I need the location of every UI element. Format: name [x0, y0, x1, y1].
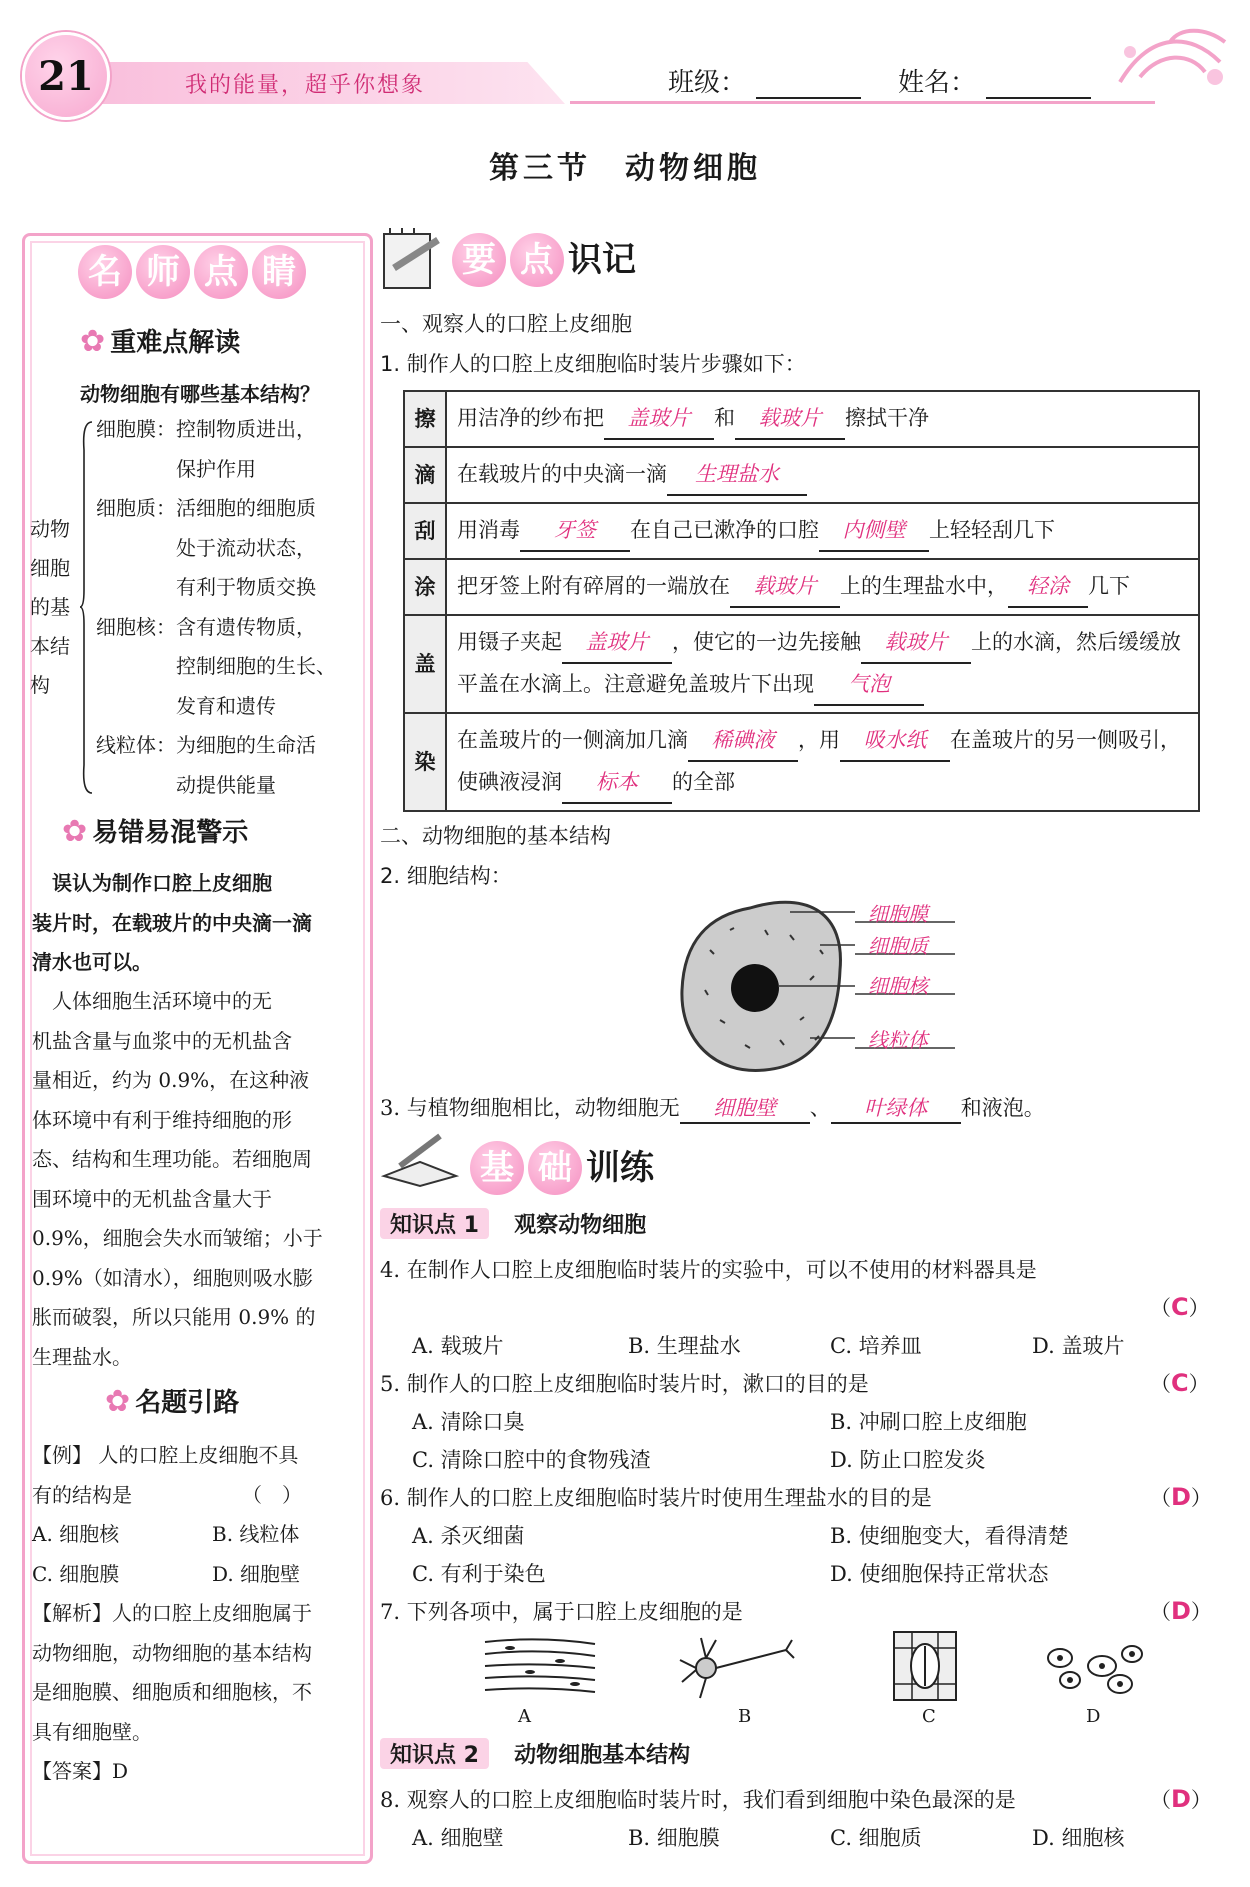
sidebar-sec3-title: 名题引路	[135, 1388, 240, 1418]
step-part: 用消毒	[457, 518, 520, 542]
q7-answer	[1150, 1596, 1212, 1626]
warning-line: 人体细胞生活环境中的无	[32, 989, 272, 1013]
step-part: 上的水滴，然后缓缓放平盖在水滴上。注意避免盖玻片下出现	[457, 630, 1181, 696]
step-part: 上的生理盐水中，	[840, 574, 1008, 598]
example-option: C. 细胞膜	[32, 1561, 120, 1586]
warning-line: 机盐含量与血浆中的无机盐含	[32, 1028, 292, 1053]
sidebar-banner	[78, 245, 310, 299]
example-option: B. 线粒体	[212, 1522, 300, 1546]
structure-line: 发育和遗传	[96, 693, 276, 718]
option[interactable]: D. 防止口腔发炎	[830, 1448, 986, 1472]
example-option: A. 细胞核	[32, 1522, 120, 1546]
answer-blank[interactable]: 载玻片	[730, 566, 840, 608]
class-label: 班级：	[668, 68, 747, 98]
example-line: 有的结构是 （ ）	[32, 1482, 302, 1507]
step-key: 擦	[404, 391, 446, 447]
heading-bubble: 础	[528, 1141, 582, 1195]
step-part: 用镊子夹起	[457, 630, 562, 654]
name-field	[898, 62, 1091, 99]
q4-answer	[1150, 1292, 1210, 1322]
butterfly-icon: ✿	[62, 814, 88, 849]
curly-brace	[80, 420, 94, 795]
q5-stem: 5. 制作人的口腔上皮细胞临时装片时，漱口的目的是	[380, 1372, 869, 1396]
sidebar-question: 动物细胞有哪些基本结构？	[80, 382, 320, 406]
option[interactable]: D. 细胞核	[1032, 1826, 1125, 1850]
banner-char-4: 睛	[252, 245, 306, 299]
answer-letter: D	[1171, 1483, 1191, 1511]
kp-tag: 知识点 1	[380, 1208, 489, 1239]
q8-stem: 8. 观察人的口腔上皮细胞临时装片时，我们看到细胞中染色最深的是	[380, 1788, 1016, 1812]
warning-line: 体环境中有利于维持细胞的形	[32, 1107, 292, 1132]
q2-stem: 2. 细胞结构：	[380, 864, 512, 888]
step-part: 的全部	[672, 770, 735, 794]
heading-text: 识记	[568, 240, 636, 280]
section-b-heading	[470, 1140, 654, 1195]
answer-blank[interactable]: 载玻片	[861, 622, 971, 664]
step-text	[446, 503, 1199, 559]
cell-label-mitochondria: 线粒体	[868, 1028, 928, 1052]
q1-stem: 1. 制作人的口腔上皮细胞临时装片步骤如下：	[380, 352, 806, 376]
structure-line: 细胞质：活细胞的细胞质	[96, 496, 316, 520]
brace-label-line: 构	[30, 673, 50, 697]
option[interactable]: B. 细胞膜	[628, 1826, 720, 1850]
banner-char-3: 点	[194, 245, 248, 299]
answer-blank[interactable]: 内侧壁	[819, 510, 929, 552]
butterfly-icon: ✿	[105, 1384, 131, 1419]
option[interactable]: B. 使细胞变大，看得清楚	[830, 1524, 1069, 1548]
warning-line: 0.9%，细胞会失水而皱缩；小于	[32, 1226, 323, 1250]
option[interactable]: A. 杀灭细菌	[412, 1524, 525, 1548]
answer-blank[interactable]: 稀碘液	[688, 720, 798, 762]
answer-blank[interactable]: 盖玻片	[604, 398, 714, 440]
animal-cell-diagram	[670, 890, 990, 1090]
option[interactable]: A. 清除口臭	[412, 1410, 525, 1434]
section-title: 第三节 动物细胞	[489, 151, 761, 186]
answer-letter: C	[1171, 1369, 1189, 1397]
answer-blank[interactable]: 细胞壁	[680, 1092, 810, 1124]
banner-char-1: 名	[78, 245, 132, 299]
warning-line: 胀而破裂，所以只能用 0.9% 的	[32, 1305, 316, 1329]
paren: （	[1150, 1296, 1171, 1320]
q7-stem: 7. 下列各项中，属于口腔上皮细胞的是	[380, 1600, 743, 1624]
step-text	[446, 391, 1199, 447]
structure-line: 动提供能量	[96, 772, 276, 797]
structure-line: 处于流动状态，	[96, 535, 316, 560]
warning-line: 生理盐水。	[32, 1344, 132, 1369]
step-row	[404, 559, 1199, 615]
page-number: 21	[22, 32, 110, 120]
paren: ）	[1188, 1296, 1210, 1320]
step-text	[446, 559, 1199, 615]
brace-label-line: 本结	[30, 634, 70, 658]
step-row	[404, 391, 1199, 447]
structure-line: 细胞膜：控制物质进出，	[96, 417, 316, 441]
q8-answer	[1150, 1784, 1212, 1814]
sidebar-sec1-heading	[80, 322, 240, 359]
structure-line: 细胞核：含有遗传物质，	[96, 614, 316, 639]
structure-line: 有利于物质交换	[96, 575, 316, 599]
step-row	[404, 447, 1199, 503]
option[interactable]: D. 使细胞保持正常状态	[830, 1562, 1049, 1586]
name-label: 姓名：	[898, 68, 977, 98]
banner-char-2: 师	[136, 245, 190, 299]
heading-bubble: 基	[470, 1141, 524, 1195]
answer-blank[interactable]: 盖玻片	[562, 622, 672, 664]
option[interactable]: B. 冲刷口腔上皮细胞	[830, 1410, 1027, 1434]
option[interactable]: D. 盖玻片	[1032, 1334, 1125, 1358]
name-blank[interactable]	[986, 77, 1091, 99]
notebook-pencil-icon	[380, 228, 442, 294]
paren: ）	[1188, 1372, 1210, 1396]
paren: （	[1150, 1372, 1171, 1396]
paren: （	[1150, 1600, 1171, 1624]
analysis-line: 具有细胞壁。	[32, 1719, 152, 1744]
structure-line: 控制细胞的生长、	[96, 654, 336, 678]
example-answer: 【答案】D	[32, 1759, 129, 1783]
brace-label-line: 动物	[30, 517, 70, 541]
q4-stem: 4. 在制作人口腔上皮细胞临时装片的实验中，可以不使用的材料器具是	[380, 1258, 1037, 1282]
step-key: 染	[404, 713, 446, 811]
step-part: 上轻轻刮几下	[929, 518, 1055, 542]
q6-stem: 6. 制作人的口腔上皮细胞临时装片时使用生理盐水的目的是	[380, 1486, 932, 1510]
heading-text: 训练	[586, 1148, 654, 1188]
answer-letter: D	[1171, 1597, 1191, 1625]
class-blank[interactable]	[756, 77, 861, 99]
step-part: 在自己已漱净的口腔	[630, 518, 819, 542]
warning-bold	[32, 864, 312, 983]
example-question	[32, 1436, 312, 1792]
q3-part: 3. 与植物细胞相比，动物细胞无	[380, 1096, 680, 1120]
cell-label-nucleus: 细胞核	[868, 974, 928, 998]
warning-line: 装片时，在载玻片的中央滴一滴	[32, 910, 312, 935]
paren: ）	[1190, 1600, 1212, 1624]
step-part: 和	[714, 406, 735, 430]
analysis-line: 是细胞膜、细胞质和细胞核，不	[32, 1680, 312, 1704]
paren: （	[1150, 1788, 1171, 1812]
kp-title: 观察动物细胞	[514, 1213, 647, 1238]
warning-line: 量相近，约为 0.9%，在这种液	[32, 1068, 310, 1092]
guard-cells-figure[interactable]	[890, 1628, 960, 1704]
step-part: ，使它的一边先接触	[672, 630, 861, 654]
muscle-cells-figure[interactable]	[480, 1632, 600, 1702]
answer-letter: C	[1171, 1293, 1189, 1321]
option[interactable]: B. 生理盐水	[628, 1334, 741, 1358]
option[interactable]: C. 有利于染色	[412, 1562, 546, 1586]
warning-line: 误认为制作口腔上皮细胞	[32, 871, 272, 895]
step-row	[404, 615, 1199, 713]
slogan: 我的能量，超乎你想象	[185, 73, 426, 98]
q3-part: 和液泡。	[960, 1096, 1045, 1120]
q6-answer	[1150, 1482, 1212, 1512]
fig-label-c: C	[922, 1706, 936, 1727]
example-line: 【例】 人的口腔上皮细胞不具	[32, 1443, 299, 1467]
sidebar-sec2-heading	[62, 812, 248, 849]
step-key: 盖	[404, 615, 446, 713]
header-line	[570, 101, 1155, 104]
answer-blank[interactable]: 轻涂	[1008, 566, 1088, 608]
sidebar-sec3-heading	[105, 1382, 239, 1419]
part2-heading: 二、动物细胞的基本结构	[380, 824, 611, 848]
step-key: 刮	[404, 503, 446, 559]
heading-bubble: 要	[452, 233, 506, 287]
paren: ）	[1190, 1486, 1212, 1510]
flourish-ornament	[1110, 22, 1235, 102]
option[interactable]: C. 清除口腔中的食物残渣	[412, 1448, 651, 1472]
step-key: 滴	[404, 447, 446, 503]
warning-line: 围环境中的无机盐含量大于	[32, 1186, 272, 1211]
kp-title: 动物细胞基本结构	[514, 1743, 691, 1768]
paren: （	[1150, 1486, 1171, 1510]
section-a-heading	[452, 232, 636, 287]
brace-label-line: 细胞	[30, 556, 70, 580]
q5-answer	[1150, 1368, 1210, 1398]
step-part: ，用	[798, 728, 840, 752]
warning-line: 态、结构和生理功能。若细胞周	[32, 1147, 312, 1171]
step-part: 用洁净的纱布把	[457, 406, 604, 430]
analysis-line: 【解析】人的口腔上皮细胞属于	[32, 1601, 312, 1625]
step-part: 在盖玻片的另一侧吸引，使碘液浸润	[457, 728, 1181, 794]
cell-label-membrane: 细胞膜	[868, 902, 928, 926]
cell-label-cytoplasm: 细胞质	[868, 934, 928, 958]
step-part: 把牙签上附有碎屑的一端放在	[457, 574, 730, 598]
structure-list	[96, 410, 336, 805]
warning-line: 清水也可以。	[32, 950, 152, 974]
structure-line: 线粒体：为细胞的生命活	[96, 733, 316, 757]
structure-line: 保护作用	[96, 456, 256, 481]
fig-label-b: B	[738, 1706, 752, 1727]
option[interactable]: A. 载玻片	[412, 1334, 504, 1358]
example-options-row	[32, 1555, 312, 1595]
option[interactable]: C. 培养皿	[830, 1334, 922, 1358]
step-row	[404, 503, 1199, 559]
step-part: 几下	[1088, 574, 1130, 598]
step-text	[446, 713, 1199, 811]
answer-blank[interactable]: 标本	[562, 762, 672, 804]
epithelial-cells-figure[interactable]	[1040, 1636, 1150, 1698]
sidebar-sec1-title: 重难点解读	[110, 328, 241, 358]
answer-blank[interactable]: 吸水纸	[840, 720, 950, 762]
analysis-line: 动物细胞，动物细胞的基本结构	[32, 1640, 312, 1665]
q3-part: 、	[809, 1096, 831, 1120]
heading-bubble: 点	[510, 233, 564, 287]
knowledge-point-2	[380, 1738, 690, 1769]
answer-blank[interactable]: 气泡	[814, 664, 924, 706]
brace-label-line: 的基	[30, 595, 70, 619]
butterfly-icon: ✿	[80, 324, 106, 359]
fig-label-d: D	[1086, 1706, 1101, 1727]
warning-text	[32, 982, 323, 1377]
class-field	[668, 62, 861, 99]
kp-tag: 知识点 2	[380, 1738, 489, 1769]
steps-table	[403, 390, 1200, 812]
brace-label	[30, 510, 80, 705]
option[interactable]: C. 细胞质	[830, 1826, 922, 1850]
step-text	[446, 615, 1199, 713]
step-part: 在盖玻片的一侧滴加几滴	[457, 728, 688, 752]
step-row	[404, 713, 1199, 811]
sidebar-sec2-title: 易错易混警示	[92, 818, 249, 848]
q3	[380, 1092, 1045, 1124]
neuron-figure[interactable]	[676, 1630, 796, 1702]
answer-blank[interactable]: 叶绿体	[831, 1092, 961, 1124]
warning-line: 0.9%（如清水），细胞则吸水膨	[32, 1265, 313, 1290]
part1-heading: 一、观察人的口腔上皮细胞	[380, 312, 632, 336]
answer-letter: D	[1171, 1785, 1191, 1813]
answer-blank[interactable]: 载玻片	[735, 398, 845, 440]
step-key: 涂	[404, 559, 446, 615]
book-pen-icon	[380, 1132, 460, 1188]
answer-blank[interactable]: 生理盐水	[667, 454, 807, 496]
step-part: 在载玻片的中央滴一滴	[457, 462, 667, 486]
answer-blank[interactable]: 牙签	[520, 510, 630, 552]
paren: ）	[1190, 1788, 1212, 1812]
example-option: D. 细胞壁	[212, 1561, 301, 1586]
knowledge-point-1	[380, 1208, 646, 1239]
step-text	[446, 447, 1199, 503]
option[interactable]: A. 细胞壁	[412, 1826, 504, 1850]
example-options-row	[32, 1515, 312, 1555]
step-part: 擦拭干净	[845, 406, 929, 430]
fig-label-a: A	[518, 1706, 531, 1727]
